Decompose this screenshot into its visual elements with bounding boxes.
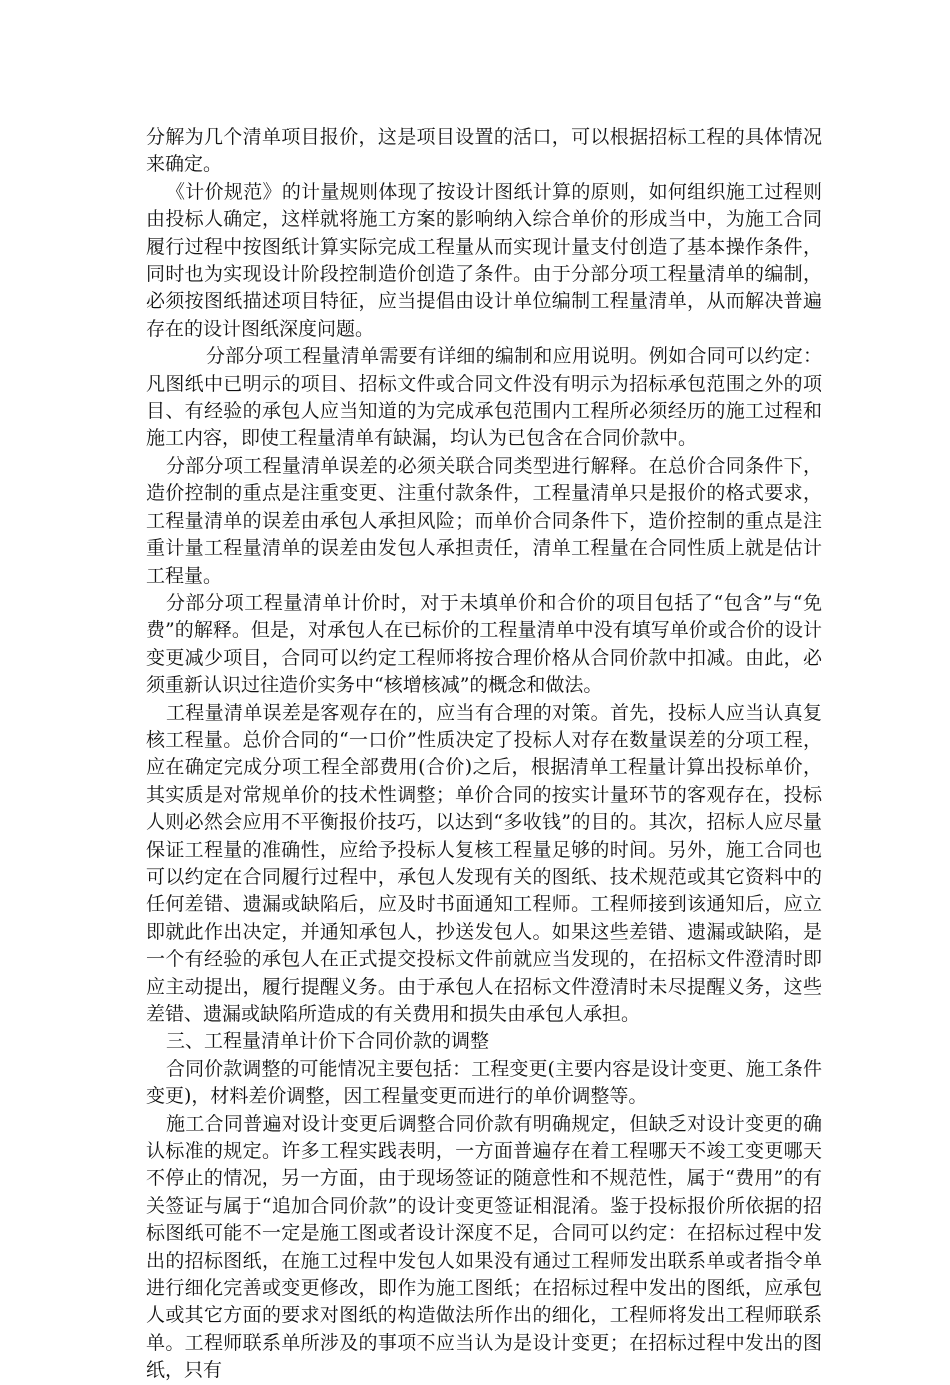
paragraph-1: 分解为几个清单项目报价，这是项目设置的活口，可以根据招标工程的具体情况来确定。	[146, 126, 822, 176]
paragraph-8: 施工合同普遍对设计变更后调整合同价款有明确规定，但缺乏对设计变更的确认标准的规定。许多工程实践表明，一方面普遍存在着工程哪天不竣工变更哪天不停止的情况，另一方面，由于现场签证的随意性和不规范性，属于“费用”的有关签证与属于“追加合同价款”的设计变更签证相混淆。鉴于投标报价所依据的招标图纸可能不一定是施工图或者设计深度不足，合同可以约定：在招标过程中发出的招标图纸，在施工过程中发包人如果没有通过工程师发出联系单或者指令单进行细化完善或变更修改，即作为施工图纸；在招标过程中发出的图纸，应承包人或其它方面的要求对图纸的构造做法所作出的细化，工程师将发出工程师联系单。工程师联系单所涉及的事项不应当认为是设计变更；在招标过程中发出的图纸，只有	[146, 1112, 822, 1382]
paragraph-7: 合同价款调整的可能情况主要包括：工程变更(主要内容是设计变更、施工条件变更)，材料差价调整，因工程量变更而进行的单价调整等。	[146, 1057, 822, 1108]
paragraph-5: 分部分项工程量清单计价时，对于未填单价和合价的项目包括了“包含”与“免费”的解释。但是，对承包人在已标价的工程量清单中没有填写单价或合价的设计变更减少项目，合同可以约定工程师将按合理价格从合同价款中扣减。由此，必须重新认识过往造价实务中“核增核减”的概念和做法。	[146, 591, 822, 697]
paragraph-6: 工程量清单误差是客观存在的，应当有合理的对策。首先，投标人应当认真复核工程量。总价合同的“一口价”性质决定了投标人对存在数量误差的分项工程，应在确定完成分项工程全部费用(合价)之后，根据清单工程量计算出投标单价，其实质是对常规单价的技术性调整；单价合同的按实计量环节的客观存在，投标人则必然会应用不平衡报价技巧，以达到“多收钱”的目的。其次，招标人应尽量保证工程量的准确性，应给予投标人复核工程量足够的时间。另外，施工合同也可以约定在合同履行过程中，承包人发现有关的图纸、技术规范或其它资料中的任何差错、遗漏或缺陷后，应及时书面通知工程师。工程师接到该通知后，应立即就此作出决定，并通知承包人，抄送发包人。如果这些差错、遗漏或缺陷，是一个有经验的承包人在正式提交投标文件前就应当发现的，在招标文件澄清时即应主动提出，履行提醒义务。由于承包人在招标文件澄清时未尽提醒义务，这些差错、遗漏或缺陷所造成的有关费用和损失由承包人承担。	[146, 701, 822, 1025]
document-body	[146, 124, 822, 1385]
paragraph-2: 《计价规范》的计量规则体现了按设计图纸计算的原则，如何组织施工过程则由投标人确定，这样就将施工方案的影响纳入综合单价的形成当中，为施工合同履行过程中按图纸计算实际完成工程量从而实现计量支付创造了基本操作条件，同时也为实现设计阶段控制造价创造了条件。由于分部分项工程量清单的编制，必须按图纸描述项目特征，应当提倡由设计单位编制工程量清单，从而解决普遍存在的设计图纸深度问题。	[146, 180, 822, 340]
paragraph-3: 分部分项工程量清单需要有详细的编制和应用说明。例如合同可以约定：凡图纸中已明示的项目、招标文件或合同文件没有明示为招标承包范围之外的项目、有经验的承包人应当知道的为完成承包范围内工程所必须经历的施工过程和施工内容，即使工程量清单有缺漏，均认为已包含在合同价款中。	[146, 345, 822, 450]
section-heading: 三、工程量清单计价下合同价款的调整	[166, 1030, 490, 1053]
paragraph-4: 分部分项工程量清单误差的必须关联合同类型进行解释。在总价合同条件下，造价控制的重点是注重变更、注重付款条件，工程量清单只是报价的格式要求，工程量清单的误差由承包人承担风险；而单价合同条件下，造价控制的重点是注重计量工程量清单的误差由发包人承担责任，清单工程量在合同性质上就是估计工程量。	[146, 454, 822, 587]
